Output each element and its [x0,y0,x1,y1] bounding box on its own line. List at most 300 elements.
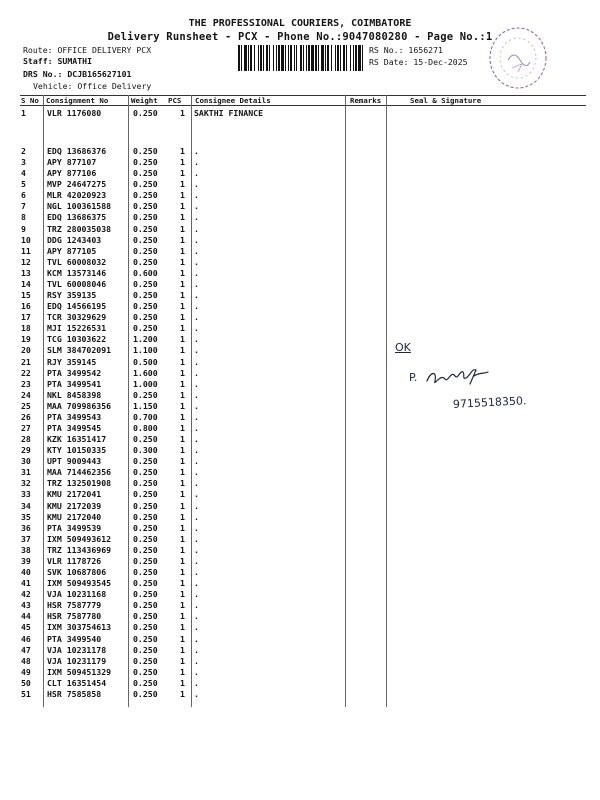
row-weight: 0.250 [133,389,158,400]
row-consignment-number: APY 877106 [47,168,97,179]
row-consignee: . [194,666,199,677]
staff-label: Staff: SUMATHI [23,56,93,66]
barcode-bar [303,45,304,71]
row-weight: 0.250 [133,644,158,655]
table-row [0,290,600,300]
row-consignee: . [194,168,199,179]
row-serial-number: 26 [21,411,31,422]
table-row [0,689,600,699]
barcode-image [238,45,364,71]
vehicle-label: Vehicle: Office Delivery [33,81,152,91]
table-row [0,567,600,577]
row-pieces: 1 [180,622,185,633]
row-consignee: . [194,367,199,378]
row-weight: 0.250 [133,234,158,245]
row-pieces: 1 [180,589,185,600]
table-row [0,523,600,533]
row-consignee: . [194,622,199,633]
row-consignment-number: KCM 13573146 [47,267,107,278]
runsheet-subtitle: Delivery Runsheet - PCX - Phone No.:9047080280 - Page No.:1 [107,31,493,43]
row-consignment-number: VJA 10231178 [47,644,107,655]
handwritten-phone-number: 9715518350. [452,394,527,411]
barcode-bar [340,45,341,71]
row-weight: 0.500 [133,356,158,367]
row-consignment-number: PTA 3499543 [47,411,102,422]
row-consignment-number: VLR 1178726 [47,555,102,566]
row-consignment-number: KMU 2172039 [47,500,102,511]
row-serial-number: 8 [21,212,26,223]
row-consignment-number: HSR 7587779 [47,600,102,611]
barcode-bar [281,45,284,71]
row-consignment-number: IXM 303754613 [47,622,112,633]
row-weight: 0.250 [133,666,158,677]
table-row [0,279,600,289]
barcode-bar [300,45,302,71]
row-weight: 1.600 [133,367,158,378]
row-consignment-number: SVK 10687806 [47,567,107,578]
row-serial-number: 20 [21,345,31,356]
row-consignment-number: MVP 24647275 [47,179,107,190]
row-pieces: 1 [180,223,185,234]
row-consignee: . [194,677,199,688]
row-consignment-number: UPT 9009443 [47,456,102,467]
row-weight: 0.250 [133,245,158,256]
row-weight: 0.250 [133,190,158,201]
row-pieces: 1 [180,157,185,168]
row-weight: 0.250 [133,301,158,312]
table-row [0,634,600,644]
row-consignment-number: IXM 509493612 [47,533,112,544]
row-consignment-number: PTA 3499539 [47,522,102,533]
row-pieces: 1 [180,245,185,256]
barcode-bar [260,45,262,71]
row-consignment-number: HSR 7587780 [47,611,102,622]
row-weight: 0.700 [133,411,158,422]
row-consignee: . [194,345,199,356]
row-serial-number: 36 [21,522,31,533]
rs-date: RS Date: 15-Dec-2025 [369,57,468,67]
barcode-bar [308,45,310,71]
row-consignee: . [194,522,199,533]
row-consignment-number: RJY 359145 [47,356,97,367]
barcode-bar [250,45,252,71]
row-weight: 0.250 [133,157,158,168]
row-pieces: 1 [180,168,185,179]
row-pieces: 1 [180,108,185,118]
row-pieces: 1 [180,256,185,267]
row-weight: 0.250 [133,201,158,212]
table-row [0,168,600,178]
row-weight: 0.250 [133,168,158,179]
barcode-bar [321,45,324,71]
row-serial-number: 22 [21,367,31,378]
row-consignment-number: MJI 15226531 [47,323,107,334]
row-consignment-number: APY 877105 [47,245,97,256]
barcode-bar [343,45,345,71]
row-pieces: 1 [180,234,185,245]
table-row [0,445,600,455]
row-serial-number: 44 [21,611,31,622]
table-row [0,556,600,566]
row-pieces: 1 [180,555,185,566]
row-weight: 0.250 [133,555,158,566]
row-serial-number: 32 [21,478,31,489]
row-consignee: . [194,157,199,168]
row-pieces: 1 [180,312,185,323]
row-serial-number: 16 [21,301,31,312]
row-consignment-number: APY 877107 [47,157,97,168]
row-consignee: . [194,567,199,578]
barcode-bar [276,45,277,71]
row-weight: 0.250 [133,456,158,467]
table-row [0,412,600,422]
row-pieces: 1 [180,467,185,478]
table-row [0,312,600,322]
row-consignee: . [194,323,199,334]
row-pieces: 1 [180,345,185,356]
row-consignment-number: CLT 16351454 [47,677,107,688]
row-pieces: 1 [180,190,185,201]
row-consignment-number: DDG 1243403 [47,234,102,245]
row-pieces: 1 [180,456,185,467]
row-serial-number: 27 [21,423,31,433]
row-weight: 0.250 [133,511,158,522]
rs-number: RS No.: 1656271 [369,45,443,55]
row-weight: 0.250 [133,655,158,666]
barcode-bar [353,45,354,71]
row-consignee: . [194,256,199,267]
row-serial-number: 21 [21,356,31,367]
row-consignee: . [194,411,199,422]
barcode-bar [315,45,317,71]
table-row [0,667,600,677]
row-consignment-number: TCG 10303622 [47,334,107,345]
table-row [0,246,600,256]
row-serial-number: 35 [21,511,31,522]
table-row [0,423,600,433]
row-weight: 0.250 [133,522,158,533]
barcode-bar [306,45,307,71]
row-consignee: . [194,555,199,566]
table-row [0,600,600,610]
row-consignee: . [194,356,199,367]
row-consignment-number: TRZ 132501908 [47,478,112,489]
barcode-bar [337,45,339,71]
row-consignee: . [194,445,199,456]
row-pieces: 1 [180,633,185,644]
row-weight: 0.250 [133,108,158,118]
row-consignee: . [194,533,199,544]
table-row [0,434,600,444]
row-pieces: 1 [180,655,185,666]
office-stamp-seal [484,20,550,90]
table-row [0,235,600,245]
row-consignment-number: KTY 10150335 [47,445,107,456]
row-pieces: 1 [180,400,185,411]
row-serial-number: 24 [21,389,31,400]
row-consignee: . [194,212,199,223]
table-row [0,656,600,666]
row-pieces: 1 [180,201,185,212]
table-row [0,201,600,211]
row-consignee: . [194,578,199,589]
row-consignment-number: EDQ 14566195 [47,301,107,312]
row-consignee: . [194,201,199,212]
handwritten-signature [425,366,497,388]
table-row [0,589,600,599]
col-pcs-header: PCS [168,96,182,105]
barcode-bar [335,45,336,71]
row-consignment-number: VJA 10231168 [47,589,107,600]
row-consignment-number: NKL 8458398 [47,389,102,400]
row-weight: 0.250 [133,290,158,301]
row-weight: 0.250 [133,434,158,445]
row-serial-number: 1 [21,108,26,118]
row-consignee: . [194,278,199,289]
row-weight: 0.250 [133,223,158,234]
row-serial-number: 2 [21,146,26,156]
row-serial-number: 12 [21,256,31,267]
row-weight: 0.250 [133,212,158,223]
row-consignee: . [194,179,199,190]
barcode-bar [331,45,332,71]
row-serial-number: 40 [21,567,31,578]
row-consignee: . [194,600,199,611]
table-row [0,257,600,267]
barcode-bar [244,45,247,71]
row-serial-number: 3 [21,157,26,168]
row-pieces: 1 [180,378,185,389]
row-serial-number: 9 [21,223,26,234]
row-consignee: . [194,478,199,489]
table-row [0,179,600,189]
row-pieces: 1 [180,544,185,555]
barcode-bar [248,45,249,71]
row-consignee: . [194,378,199,389]
row-pieces: 1 [180,434,185,445]
row-serial-number: 4 [21,168,26,179]
row-consignee: . [194,644,199,655]
row-consignee: . [194,245,199,256]
barcode-bar [285,45,286,71]
row-weight: 1.100 [133,345,158,356]
table-row [0,357,600,367]
table-row [0,146,600,156]
row-serial-number: 45 [21,622,31,633]
barcode-bar [290,45,292,71]
col-weight-header: Weight [131,96,158,105]
row-serial-number: 31 [21,467,31,478]
row-consignee: . [194,633,199,644]
table-row [0,489,600,499]
row-weight: 0.250 [133,256,158,267]
row-weight: 0.800 [133,423,158,433]
row-pieces: 1 [180,367,185,378]
barcode-bar [238,45,240,71]
table-row [0,611,600,621]
row-consignment-number: RSY 359135 [47,290,97,301]
row-weight: 0.250 [133,533,158,544]
row-serial-number: 42 [21,589,31,600]
row-serial-number: 5 [21,179,26,190]
barcode-bar [278,45,280,71]
row-serial-number: 46 [21,633,31,644]
barcode-bar [254,45,255,71]
row-pieces: 1 [180,301,185,312]
table-row [0,379,600,389]
row-pieces: 1 [180,511,185,522]
col-sno-header: S No [21,96,39,105]
company-title: THE PROFESSIONAL COURIERS, COIMBATORE [188,18,412,29]
row-pieces: 1 [180,600,185,611]
row-pieces: 1 [180,323,185,334]
row-pieces: 1 [180,666,185,677]
row-consignment-number: TVL 60008046 [47,278,107,289]
row-weight: 0.300 [133,445,158,456]
row-pieces: 1 [180,356,185,367]
row-pieces: 1 [180,179,185,190]
row-serial-number: 28 [21,434,31,445]
row-weight: 1.200 [133,334,158,345]
barcode-bar [269,45,270,71]
row-consignment-number: PTA 3499540 [47,633,102,644]
row-serial-number: 37 [21,533,31,544]
row-weight: 0.250 [133,688,158,699]
row-consignment-number: MLR 42020923 [47,190,107,201]
row-consignee: . [194,423,199,433]
row-consignee: . [194,389,199,400]
table-row [0,334,600,344]
row-consignee: . [194,234,199,245]
row-pieces: 1 [180,445,185,456]
barcode-bar [288,45,289,71]
row-consignment-number: KMU 2172040 [47,511,102,522]
row-consignment-number: VJA 10231179 [47,655,107,666]
row-consignment-number: NGL 100361588 [47,201,112,212]
row-consignee: . [194,400,199,411]
table-row [0,534,600,544]
col-consignment-header: Consignment No [46,96,109,105]
row-weight: 0.250 [133,677,158,688]
row-pieces: 1 [180,212,185,223]
row-consignee: SAKTHI FINANCE [194,108,264,118]
row-weight: 0.250 [133,544,158,555]
barcode-bar [258,45,259,71]
row-pieces: 1 [180,489,185,500]
row-consignee: . [194,301,199,312]
row-consignee: . [194,500,199,511]
row-pieces: 1 [180,290,185,301]
row-weight: 0.250 [133,179,158,190]
table-row [0,545,600,555]
row-weight: 0.250 [133,467,158,478]
row-pieces: 1 [180,611,185,622]
row-consignment-number: VLR 1176080 [47,108,102,118]
row-pieces: 1 [180,644,185,655]
table-row [0,212,600,222]
row-serial-number: 10 [21,234,31,245]
row-consignment-number: KZK 16351417 [47,434,107,445]
row-consignee: . [194,146,199,156]
row-serial-number: 23 [21,378,31,389]
row-weight: 1.000 [133,378,158,389]
table-row [0,190,600,200]
row-consignee: . [194,589,199,600]
row-serial-number: 49 [21,666,31,677]
table-row [0,622,600,632]
row-serial-number: 41 [21,578,31,589]
row-consignment-number: MAA 714462356 [47,467,112,478]
route-label: Route: OFFICE DELIVERY PCX [23,45,152,55]
row-pieces: 1 [180,500,185,511]
barcode-bar [355,45,357,71]
row-weight: 0.250 [133,589,158,600]
table-row [0,501,600,511]
row-consignee: . [194,467,199,478]
row-serial-number: 48 [21,655,31,666]
row-consignment-number: IXM 509493545 [47,578,112,589]
row-serial-number: 30 [21,456,31,467]
row-consignee: . [194,312,199,323]
row-serial-number: 14 [21,278,31,289]
row-serial-number: 13 [21,267,31,278]
row-consignment-number: EDQ 13686376 [47,146,107,156]
row-consignment-number: MAA 709986356 [47,400,112,411]
row-serial-number: 19 [21,334,31,345]
barcode-bar [318,45,319,71]
table-row [0,345,600,355]
row-consignee: . [194,456,199,467]
col-remarks-header: Remarks [350,96,382,105]
row-consignee: . [194,223,199,234]
row-consignee: . [194,334,199,345]
row-consignee: . [194,688,199,699]
row-consignment-number: EDQ 13686375 [47,212,107,223]
row-weight: 0.600 [133,267,158,278]
row-weight: 0.250 [133,611,158,622]
row-pieces: 1 [180,478,185,489]
barcode-bar [346,45,347,71]
row-consignee: . [194,290,199,301]
row-weight: 0.250 [133,578,158,589]
row-pieces: 1 [180,278,185,289]
barcode-bar [325,45,326,71]
table-row [0,678,600,688]
row-pieces: 1 [180,533,185,544]
row-consignee: . [194,489,199,500]
row-consignment-number: HSR 7585858 [47,688,102,699]
row-pieces: 1 [180,389,185,400]
row-weight: 0.250 [133,146,158,156]
col-seal-header: Seal & Signature [410,96,482,105]
table-row [0,157,600,167]
table-row [0,467,600,477]
table-row [0,478,600,488]
col-consignee-header: Consignee Details [195,96,271,105]
row-consignment-number: PTA 3499541 [47,378,102,389]
row-serial-number: 34 [21,500,31,511]
row-consignee: . [194,190,199,201]
row-weight: 1.150 [133,400,158,411]
drs-number: DRS No.: DCJB165627101 [23,69,132,79]
barcode-bar [263,45,264,71]
handwritten-ok: OK [395,341,411,354]
handwritten-signature-prefix: P. [409,371,418,384]
table-row [0,578,600,588]
row-consignee: . [194,655,199,666]
row-pieces: 1 [180,146,185,156]
row-serial-number: 39 [21,555,31,566]
